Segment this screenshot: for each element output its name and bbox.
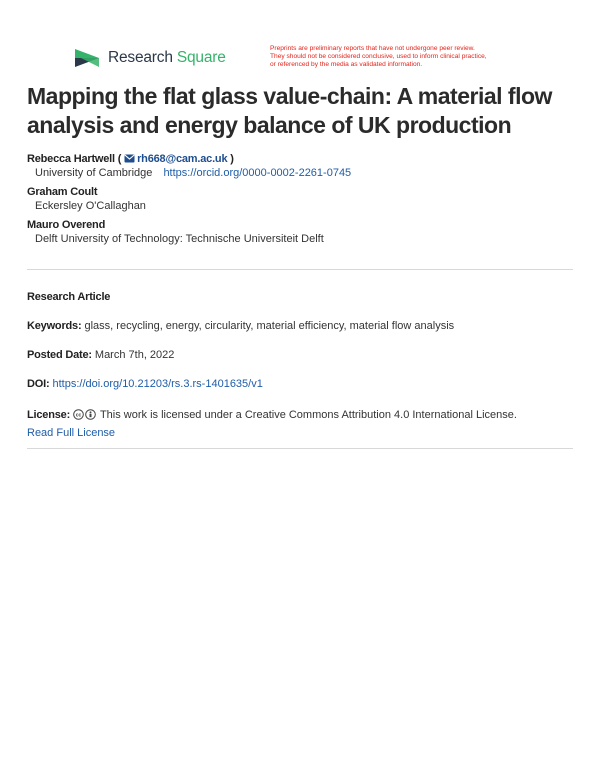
author-affiliation: Delft University of Technology: Technische Universiteit Delft <box>35 233 324 245</box>
author-email-link[interactable]: rh668@cam.ac.uk <box>137 153 228 165</box>
license <box>27 406 577 442</box>
doi-link[interactable]: https://doi.org/10.21203/rs.3.rs-1401635/v1 <box>52 378 263 390</box>
divider <box>27 448 573 449</box>
license-label: License: <box>27 409 71 421</box>
preprint-disclaimer <box>270 45 570 69</box>
posted-date-label: Posted Date: <box>27 349 92 361</box>
by-icon <box>85 409 96 420</box>
read-full-license-link[interactable]: Read Full License <box>27 427 116 439</box>
doi <box>27 377 577 391</box>
svg-text:cc: cc <box>75 412 82 419</box>
divider <box>27 269 573 270</box>
doi-label: DOI: <box>27 378 50 390</box>
author-affiliation: Eckersley O'Callaghan <box>35 200 146 212</box>
keywords <box>27 319 577 333</box>
author-name: Graham Coult <box>27 186 98 198</box>
author-list <box>27 152 577 251</box>
author-name: Mauro Overend <box>27 219 106 231</box>
envelope-icon <box>124 154 135 163</box>
research-square-logo[interactable] <box>73 47 226 69</box>
keywords-label: Keywords: <box>27 320 82 332</box>
paper-title: Mapping the flat glass value-chain: A material flow analysis and energy balance of UK production <box>27 83 552 138</box>
posted-date <box>27 348 577 362</box>
author-name: Rebecca Hartwell ( rh668@cam.ac.uk ) <box>27 153 234 165</box>
cc-icon <box>73 409 84 420</box>
disclaimer-line: They should not be considered conclusive, used to inform clinical practice, <box>270 53 487 60</box>
keywords-value: glass, recycling, energy, circularity, material efficiency, material flow analysis <box>84 320 455 332</box>
orcid-link[interactable]: https://orcid.org/0000-0002-2261-0745 <box>163 167 352 179</box>
posted-date-value: March 7th, 2022 <box>94 349 175 361</box>
disclaimer-line: or referenced by the media as validated information. <box>270 61 423 68</box>
disclaimer-line: Preprints are preliminary reports that have not undergone peer review. <box>270 45 475 52</box>
license-text: This work is licensed under a Creative Commons Attribution 4.0 International License. <box>99 409 517 421</box>
research-square-logo-icon <box>73 47 101 69</box>
logo-text: Research Square <box>108 49 226 66</box>
article-type: Research Article <box>27 291 111 303</box>
author-affiliation: University of Cambridge https://orcid.org/0000-0002-2261-0745 <box>35 167 352 179</box>
